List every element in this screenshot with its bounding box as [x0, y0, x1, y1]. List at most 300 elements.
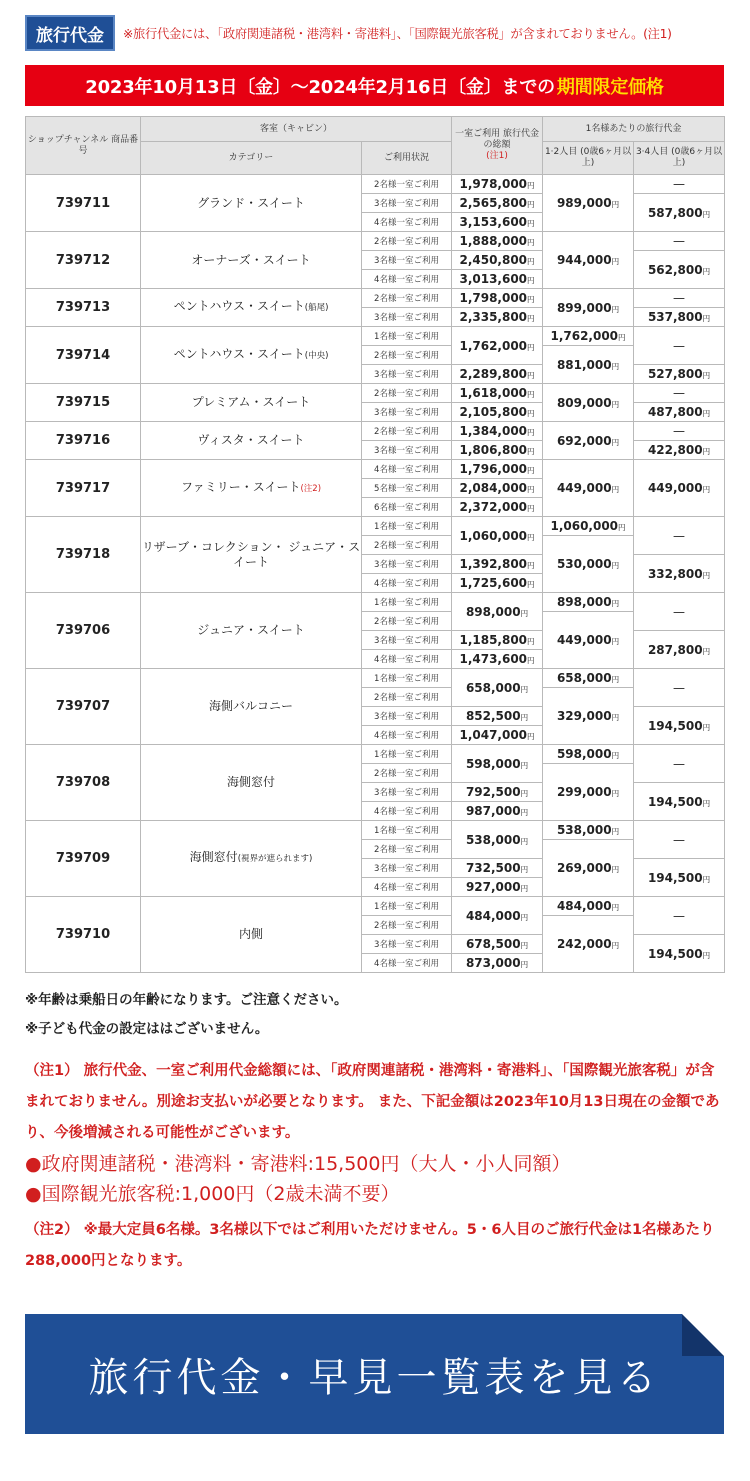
yen-unit: 円: [527, 580, 535, 589]
yen-unit: 円: [611, 399, 620, 409]
cabin-category: [141, 517, 362, 593]
occupancy: 4名様一室ご利用: [362, 460, 452, 479]
occupancy: 1名様一室ご利用: [362, 327, 452, 346]
price-person-3-4: [634, 935, 725, 973]
table-row: [26, 289, 725, 308]
price-list-button[interactable]: [25, 1314, 724, 1434]
price-value: 194,500: [647, 794, 703, 809]
price-value: 1,762,000: [459, 338, 528, 353]
cabin-category: [141, 232, 362, 289]
corner-fold-icon: [682, 1314, 724, 1356]
yen-unit: 円: [702, 371, 711, 380]
room-total: [452, 726, 543, 745]
price-person-1-2: [543, 612, 634, 669]
yen-unit: 円: [520, 960, 529, 969]
room-total: [452, 650, 543, 669]
price-value: 944,000: [556, 253, 612, 267]
price-person-1-2: [543, 593, 634, 612]
price-value: 899,000: [556, 300, 612, 315]
room-total: [452, 897, 543, 935]
occupancy: 6名様一室ご利用: [362, 498, 452, 517]
room-total: [452, 517, 543, 555]
occupancy: 1名様一室ご利用: [362, 821, 452, 840]
price-person-3-4: [634, 251, 725, 289]
yen-unit: 円: [520, 808, 529, 817]
yen-unit: 円: [527, 466, 535, 475]
price-person-3-4: [634, 631, 725, 669]
yen-unit: 円: [702, 447, 711, 456]
price-person-3-4: —: [634, 327, 725, 365]
yen-unit: 円: [611, 304, 620, 314]
price-value: 2,372,000: [459, 500, 528, 514]
table-row: [26, 384, 725, 403]
price-value: 809,000: [556, 395, 612, 410]
yen-unit: 円: [702, 485, 711, 494]
occupancy: 3名様一室ご利用: [362, 251, 452, 270]
occupancy: 4名様一室ご利用: [362, 574, 452, 593]
occupancy: 3名様一室ご利用: [362, 783, 452, 802]
yen-unit: 円: [611, 561, 620, 570]
yen-unit: 円: [527, 637, 535, 646]
room-total: [452, 479, 543, 498]
price-value: 299,000: [556, 785, 612, 799]
table-row: [26, 897, 725, 916]
price-person-3-4: —: [634, 745, 725, 783]
table-row: [26, 327, 725, 346]
price-person-1-2: [543, 840, 634, 897]
price-value: 678,500: [465, 937, 521, 951]
product-code: 739717: [26, 460, 141, 517]
header-total-note: (注1): [486, 151, 508, 161]
header-category: カテゴリー: [141, 142, 362, 175]
price-value: 3,153,600: [459, 215, 528, 229]
occupancy: 1名様一室ご利用: [362, 745, 452, 764]
yen-unit: 円: [611, 941, 620, 950]
price-value: 732,500: [465, 861, 521, 875]
price-value: 881,000: [556, 357, 612, 372]
room-total: [452, 859, 543, 878]
price-value: 449,000: [647, 481, 703, 495]
room-total: [452, 935, 543, 954]
price-person-1-2: [543, 688, 634, 745]
yen-unit: 円: [527, 532, 535, 542]
yen-unit: 円: [702, 798, 711, 808]
header-usage: ご利用状況: [362, 142, 452, 175]
room-total: [452, 878, 543, 897]
occupancy: 2名様一室ご利用: [362, 840, 452, 859]
price-value: 242,000: [556, 937, 612, 951]
room-total: [452, 194, 543, 213]
room-total: [452, 403, 543, 422]
price-value: 269,000: [556, 861, 612, 875]
price-person-3-4: [634, 707, 725, 745]
occupancy: 2名様一室ご利用: [362, 688, 452, 707]
price-value: 2,289,800: [459, 367, 528, 381]
room-total: [452, 232, 543, 251]
header-total: [452, 117, 543, 175]
price-value: 1,762,000: [550, 329, 619, 343]
yen-unit: 円: [520, 836, 529, 846]
yen-unit: 円: [611, 903, 620, 912]
header-person-1-2: 1·2人目 (0歳6ヶ月以上): [543, 142, 634, 175]
yen-unit: 円: [527, 342, 535, 352]
price-value: 2,335,800: [459, 310, 528, 324]
yen-unit: 円: [527, 371, 535, 380]
banner-highlight: 期間限定価格: [556, 76, 664, 98]
room-total: [452, 460, 543, 479]
cabin-category-name: 内側: [238, 927, 263, 941]
yen-unit: 円: [520, 608, 529, 618]
price-value: 527,800: [647, 367, 703, 381]
yen-unit: 円: [611, 437, 620, 447]
tourist-tax-line: ●国際観光旅客税:1,000円（2歳未満不要）: [25, 1183, 400, 1205]
room-total: [452, 574, 543, 593]
yen-unit: 円: [527, 732, 535, 741]
yen-unit: 円: [527, 485, 535, 494]
yen-unit: 円: [702, 209, 711, 219]
price-value: 1,473,600: [459, 652, 528, 666]
price-person-1-2: [543, 460, 634, 517]
occupancy: 4名様一室ご利用: [362, 213, 452, 232]
price-value: 1,060,000: [459, 528, 528, 543]
room-total: [452, 707, 543, 726]
price-list-button-label: 旅行代金・早見一覧表を見る: [88, 1354, 661, 1401]
cabin-category-name: オーナーズ・スイート: [191, 252, 311, 267]
cabin-category-note: (注2): [300, 483, 322, 494]
cabin-category-name: 海側窓付: [226, 775, 275, 789]
header: [25, 13, 725, 53]
yen-unit: 円: [618, 333, 626, 342]
price-person-3-4: —: [634, 232, 725, 251]
product-code: 739712: [26, 232, 141, 289]
occupancy: 2名様一室ご利用: [362, 289, 452, 308]
price-value: 2,084,000: [459, 481, 528, 495]
occupancy: 3名様一室ご利用: [362, 935, 452, 954]
price-value: 898,000: [465, 604, 521, 619]
cabin-category-name: ヴィスタ・スイート: [197, 433, 305, 447]
occupancy: 3名様一室ご利用: [362, 365, 452, 384]
price-person-3-4: —: [634, 289, 725, 308]
price-person-3-4: —: [634, 897, 725, 935]
price-value: 287,800: [647, 642, 703, 657]
occupancy: 2名様一室ご利用: [362, 612, 452, 631]
price-value: 987,000: [465, 804, 521, 818]
product-code: 739707: [26, 669, 141, 745]
price-value: 598,000: [556, 747, 612, 761]
cabin-category: [141, 327, 362, 384]
price-value: 1,392,800: [459, 557, 528, 571]
header-room: 客室（キャビン）: [141, 117, 452, 142]
price-person-3-4: —: [634, 175, 725, 194]
price-value: 1,725,600: [459, 576, 528, 590]
header-total-label: 一室ご利用 旅行代金の総額: [455, 129, 539, 150]
price-person-3-4: [634, 555, 725, 593]
price-table: [25, 116, 725, 973]
tax-exclusion-note: ※旅行代金には、「政府関連諸税・港湾料・寄港料」、「国際観光旅客税」が含まれておりません。(注1): [123, 27, 672, 41]
table-row: [26, 460, 725, 479]
occupancy: 3名様一室ご利用: [362, 859, 452, 878]
occupancy: 2名様一室ご利用: [362, 422, 452, 441]
product-code: 739718: [26, 517, 141, 593]
price-person-1-2: [543, 821, 634, 840]
yen-unit: 円: [520, 912, 529, 922]
cabin-category-detail: (視界が遮られます): [237, 854, 313, 864]
price-person-3-4: [634, 403, 725, 422]
cabin-category-name: ファミリー・スイート: [180, 479, 301, 494]
cabin-category-name: ジュニア・スイート: [197, 623, 305, 637]
room-total: [452, 631, 543, 650]
price-value: 1,978,000: [459, 177, 528, 191]
yen-unit: 円: [611, 485, 620, 494]
yen-unit: 円: [527, 409, 535, 418]
yen-unit: 円: [520, 789, 529, 798]
price-value: 2,105,800: [459, 405, 528, 419]
occupancy: 1名様一室ご利用: [362, 593, 452, 612]
product-code: 739716: [26, 422, 141, 460]
price-value: 1,618,000: [459, 386, 528, 400]
price-value: 562,800: [647, 262, 703, 277]
occupancy: 2名様一室ご利用: [362, 536, 452, 555]
yen-unit: 円: [702, 950, 711, 960]
yen-unit: 円: [520, 941, 529, 950]
note-1: （注1） 旅行代金、一室ご利用代金総額には、「政府関連諸税・港湾料・寄港料」、「国際観光旅客税」が含まれておりません。別途お支払いが必要となります。 また、下記金額は2023年10月13日現在の金額であり、今後増減される可能性がございます。: [25, 1063, 720, 1141]
cabin-category: [141, 897, 362, 973]
cabin-category: [141, 821, 362, 897]
room-total: [452, 327, 543, 365]
price-person-1-2: [543, 669, 634, 688]
cabin-category: [141, 669, 362, 745]
occupancy: 3名様一室ご利用: [362, 403, 452, 422]
notes-section: [25, 986, 725, 1277]
price-tag-label: 旅行代金: [25, 15, 115, 51]
yen-unit: 円: [527, 314, 535, 323]
price-person-3-4: —: [634, 669, 725, 707]
price-person-1-2: [543, 897, 634, 916]
cabin-category-name: プレミアム・スイート: [191, 395, 311, 409]
header-per-person: 1名様あたりの旅行代金: [543, 117, 725, 142]
room-total: [452, 669, 543, 707]
yen-unit: 円: [611, 200, 620, 209]
cabin-category-name: リザーブ・コレクション・ ジュニア・スイート: [141, 539, 361, 569]
price-person-1-2: [543, 289, 634, 327]
limited-price-banner: [25, 65, 724, 106]
price-person-3-4: [634, 460, 725, 517]
table-row: [26, 422, 725, 441]
occupancy: 4名様一室ご利用: [362, 726, 452, 745]
price-value: 1,796,000: [459, 462, 528, 476]
yen-unit: 円: [702, 570, 711, 580]
yen-unit: 円: [527, 447, 535, 456]
price-person-1-2: [543, 232, 634, 289]
room-total: [452, 498, 543, 517]
banner-date-range: 2023年10月13日〔金〕〜2024年2月16日〔金〕までの: [85, 76, 555, 98]
yen-unit: 円: [611, 713, 620, 722]
price-person-1-2: [543, 175, 634, 232]
occupancy: 1名様一室ご利用: [362, 897, 452, 916]
yen-unit: 円: [527, 257, 535, 266]
room-total: [452, 384, 543, 403]
price-value: 329,000: [556, 709, 612, 723]
price-person-3-4: [634, 308, 725, 327]
product-code: 739706: [26, 593, 141, 669]
child-note: ※子ども代金の設定ははございません。: [25, 1021, 269, 1037]
yen-unit: 円: [527, 561, 535, 570]
price-value: 1,798,000: [459, 291, 528, 305]
yen-unit: 円: [527, 219, 535, 228]
price-person-3-4: [634, 441, 725, 460]
port-tax-line: ●政府関連諸税・港湾料・寄港料:15,500円（大人・小人同額）: [25, 1153, 571, 1175]
price-value: 484,000: [465, 908, 521, 923]
table-row: [26, 745, 725, 764]
product-code: 739711: [26, 175, 141, 232]
price-value: 194,500: [647, 946, 703, 961]
price-person-3-4: [634, 365, 725, 384]
yen-unit: 円: [527, 238, 535, 247]
price-person-1-2: [543, 327, 634, 346]
price-person-3-4: [634, 783, 725, 821]
yen-unit: 円: [702, 722, 711, 732]
price-value: 692,000: [556, 433, 612, 448]
price-value: 658,000: [465, 680, 521, 695]
cabin-category-name: ペントハウス・スイート: [173, 346, 305, 361]
age-note: ※年齢は乗船日の年齢になります。ご注意ください。: [25, 992, 348, 1008]
yen-unit: 円: [611, 789, 620, 798]
price-value: 3,013,600: [459, 272, 528, 286]
table-row: [26, 517, 725, 536]
yen-unit: 円: [520, 865, 529, 874]
price-value: 449,000: [556, 633, 612, 647]
room-total: [452, 422, 543, 441]
price-value: 2,450,800: [459, 253, 528, 267]
price-person-1-2: [543, 536, 634, 593]
yen-unit: 円: [527, 504, 535, 513]
cabin-category: [141, 289, 362, 327]
yen-unit: 円: [702, 874, 711, 884]
occupancy: 2名様一室ご利用: [362, 346, 452, 365]
price-value: 927,000: [465, 880, 521, 894]
header-person-3-4: 3·4人目 (0歳6ヶ月以上): [634, 142, 725, 175]
yen-unit: 円: [527, 428, 535, 437]
price-person-1-2: [543, 384, 634, 422]
product-code: 739708: [26, 745, 141, 821]
yen-unit: 円: [611, 751, 620, 760]
yen-unit: 円: [702, 646, 711, 656]
price-value: 658,000: [556, 671, 612, 685]
product-code: 739714: [26, 327, 141, 384]
price-person-1-2: [543, 764, 634, 821]
room-total: [452, 213, 543, 232]
yen-unit: 円: [520, 760, 529, 770]
occupancy: 3名様一室ご利用: [362, 194, 452, 213]
price-value: 487,800: [647, 405, 703, 419]
yen-unit: 円: [611, 827, 620, 836]
cabin-category: [141, 175, 362, 232]
cabin-category-detail: (中央): [304, 350, 329, 361]
occupancy: 3名様一室ご利用: [362, 707, 452, 726]
room-total: [452, 802, 543, 821]
occupancy: 3名様一室ご利用: [362, 631, 452, 650]
yen-unit: 円: [520, 684, 529, 694]
product-code: 739713: [26, 289, 141, 327]
yen-unit: 円: [611, 865, 620, 874]
room-total: [452, 441, 543, 460]
room-total: [452, 175, 543, 194]
price-value: 537,800: [647, 310, 703, 324]
room-total: [452, 251, 543, 270]
yen-unit: 円: [527, 200, 535, 209]
price-person-1-2: [543, 916, 634, 973]
cabin-category-name: ペントハウス・スイート: [173, 299, 305, 313]
occupancy: 4名様一室ご利用: [362, 270, 452, 289]
yen-unit: 円: [611, 257, 620, 266]
yen-unit: 円: [527, 181, 535, 190]
occupancy: 1名様一室ご利用: [362, 669, 452, 688]
price-value: 1,888,000: [459, 234, 528, 248]
price-value: 587,800: [647, 205, 703, 220]
table-row: [26, 821, 725, 840]
cabin-category-name: グランド・スイート: [197, 195, 305, 210]
occupancy: 5名様一室ご利用: [362, 479, 452, 498]
price-person-1-2: [543, 422, 634, 460]
yen-unit: 円: [527, 276, 535, 285]
price-person-3-4: [634, 859, 725, 897]
yen-unit: 円: [611, 599, 620, 608]
occupancy: 3名様一室ご利用: [362, 308, 452, 327]
note-2: （注2） ※最大定員6名様。3名様以下ではご利用いただけません。5・6人目のご旅行代金は1名様あたり288,000円となります。: [25, 1222, 715, 1269]
price-value: 792,500: [465, 785, 521, 799]
yen-unit: 円: [527, 390, 535, 399]
header-product-code: ショップチャンネル 商品番号: [26, 117, 141, 175]
cabin-category-name: 海側バルコニー: [208, 699, 293, 713]
price-value: 484,000: [556, 899, 612, 913]
cabin-category: [141, 460, 362, 517]
yen-unit: 円: [702, 314, 711, 323]
price-person-3-4: —: [634, 384, 725, 403]
occupancy: 4名様一室ご利用: [362, 878, 452, 897]
cabin-category-name: 海側窓付: [189, 850, 238, 864]
yen-unit: 円: [611, 637, 620, 646]
product-code: 739715: [26, 384, 141, 422]
price-person-3-4: —: [634, 517, 725, 555]
occupancy: 2名様一室ご利用: [362, 384, 452, 403]
table-row: [26, 232, 725, 251]
occupancy: 2名様一室ご利用: [362, 175, 452, 194]
price-value: 449,000: [556, 481, 612, 495]
price-value: 538,000: [465, 832, 521, 847]
cabin-category: [141, 745, 362, 821]
occupancy: 4名様一室ご利用: [362, 954, 452, 973]
price-person-3-4: —: [634, 422, 725, 441]
yen-unit: 円: [527, 656, 535, 665]
table-row: [26, 593, 725, 612]
occupancy: 2名様一室ご利用: [362, 916, 452, 935]
yen-unit: 円: [520, 713, 529, 722]
cabin-category: [141, 422, 362, 460]
price-value: 1,047,000: [459, 728, 528, 742]
price-value: 873,000: [465, 956, 521, 970]
price-value: 538,000: [556, 823, 612, 837]
cabin-category-detail: (船尾): [304, 303, 329, 313]
price-value: 2,565,800: [459, 196, 528, 210]
occupancy: 1名様一室ご利用: [362, 517, 452, 536]
room-total: [452, 289, 543, 308]
price-value: 194,500: [647, 870, 703, 885]
price-value: 1,806,800: [459, 443, 528, 457]
occupancy: 2名様一室ご利用: [362, 764, 452, 783]
product-code: 739709: [26, 821, 141, 897]
price-person-1-2: [543, 745, 634, 764]
room-total: [452, 745, 543, 783]
